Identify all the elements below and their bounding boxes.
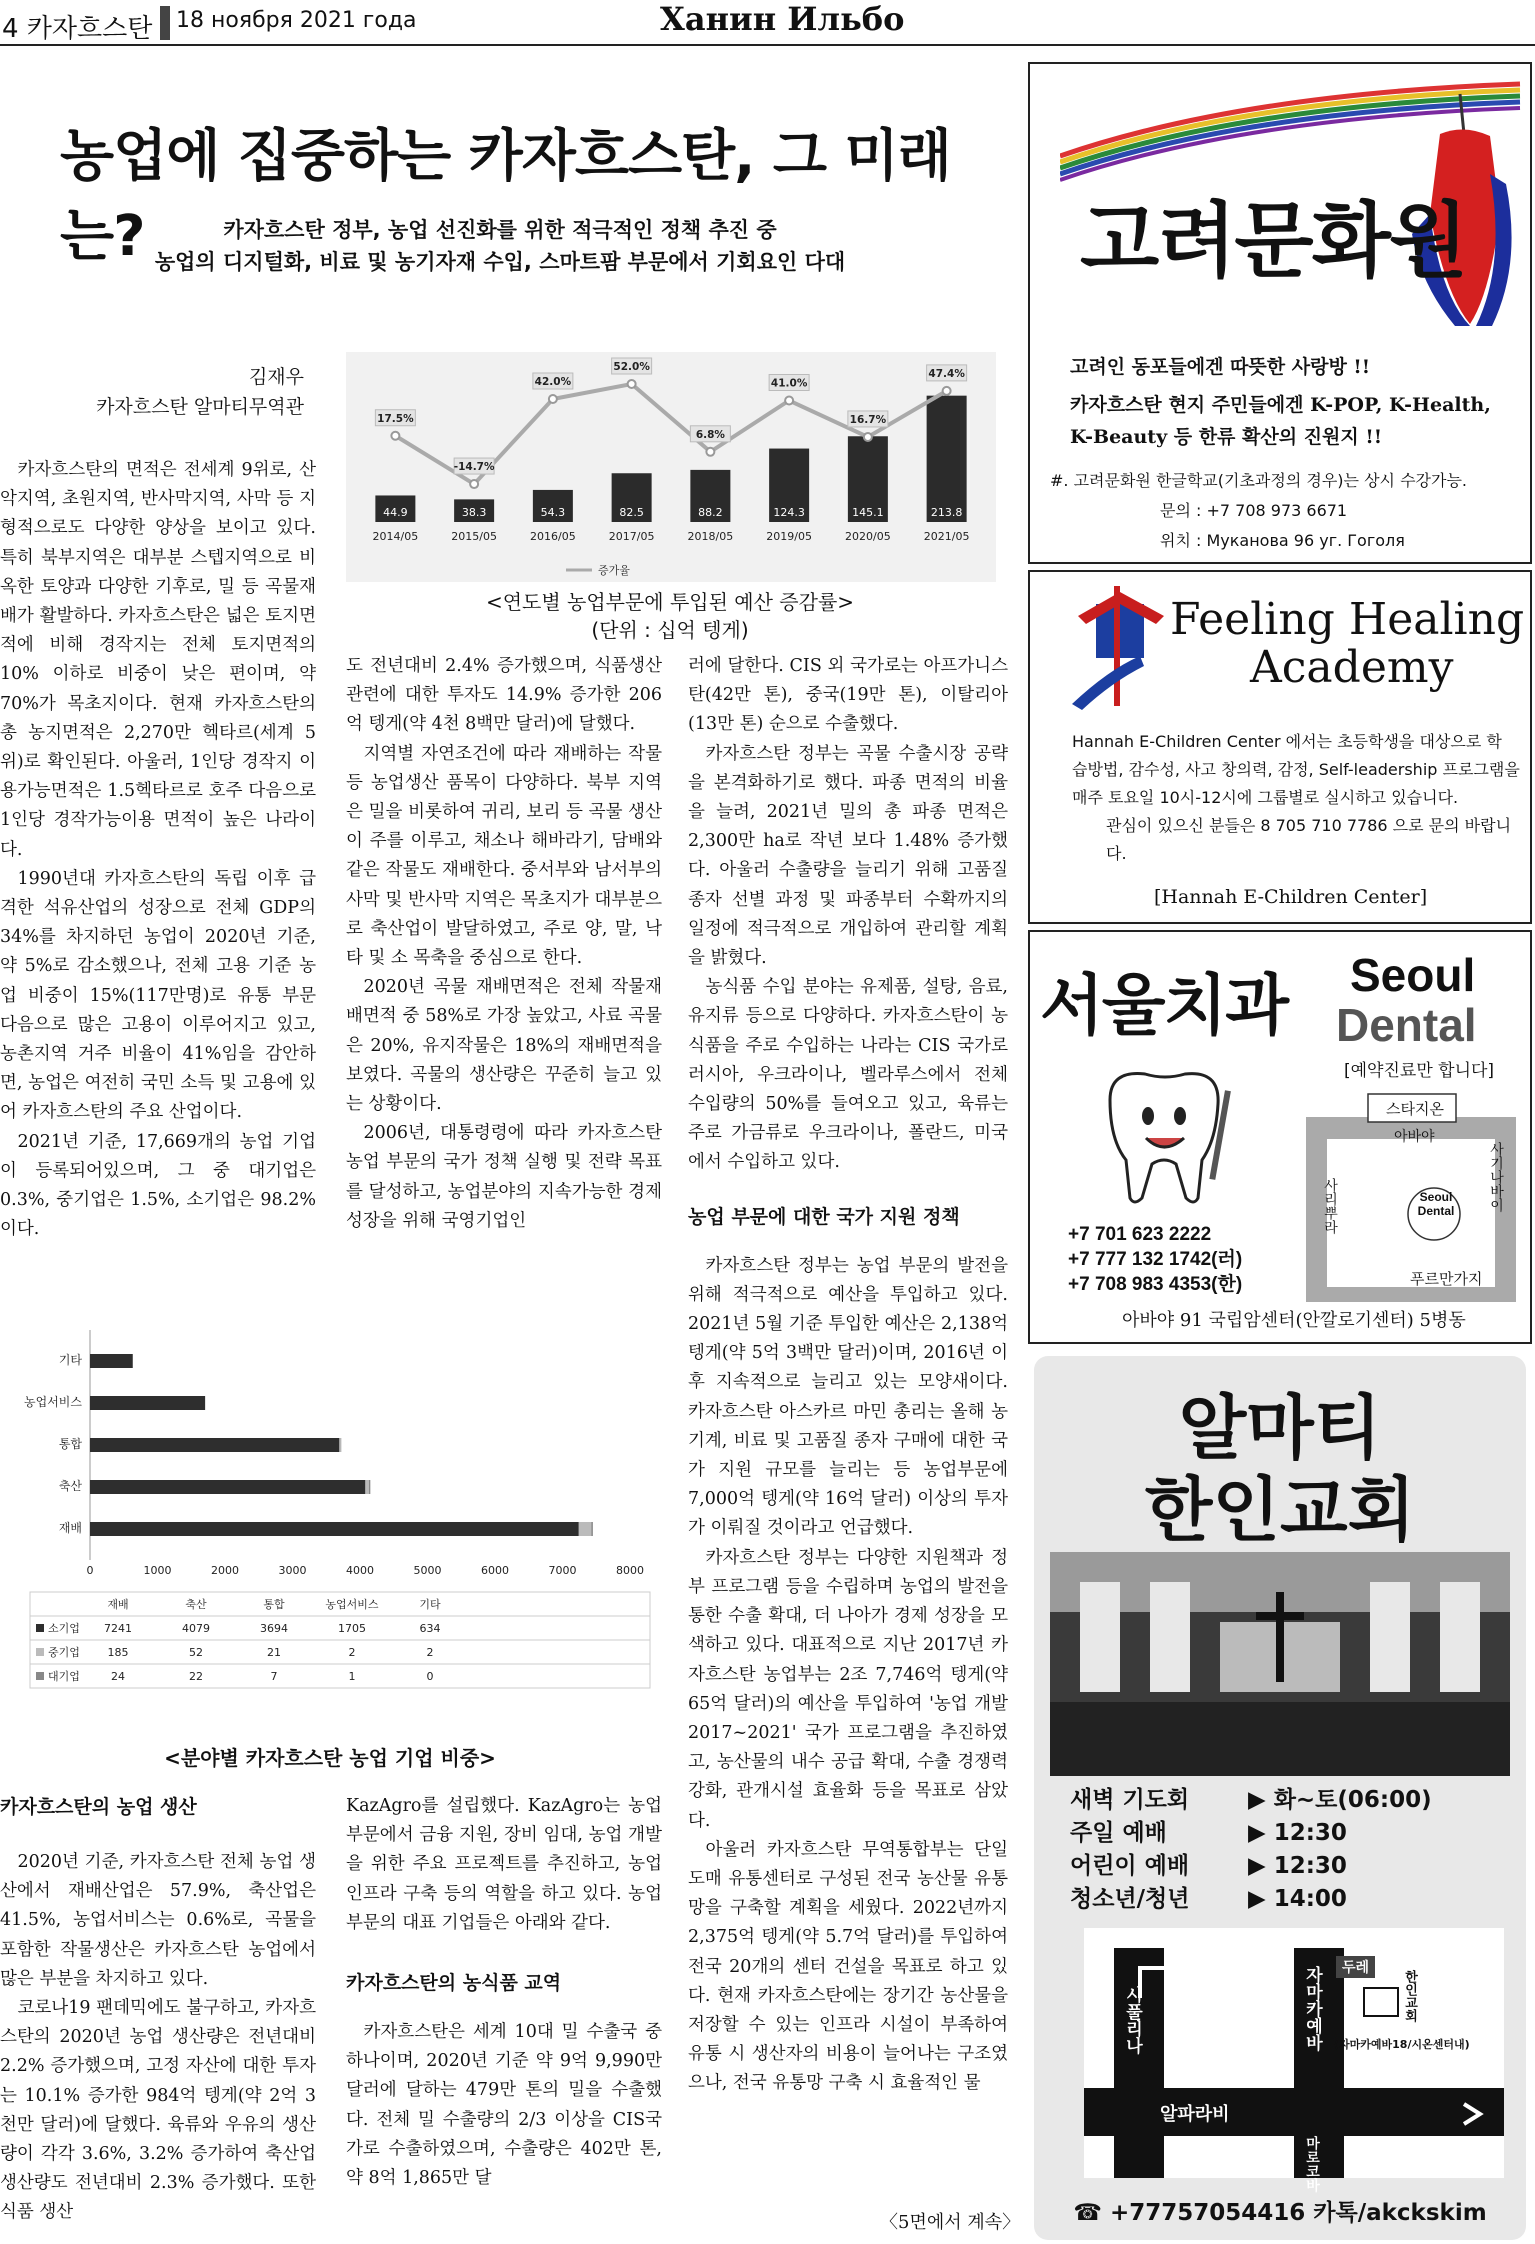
table-header: 통합 (263, 1598, 285, 1611)
x-tick-label: 1000 (143, 1564, 172, 1577)
service-time: ▶ 화~토(06:00) (1248, 1787, 1432, 1813)
ad-body-line: Hannah E-Children Center 에서는 초등학생을 대상으로 학 (1072, 732, 1502, 751)
bar-value-label: 82.5 (619, 506, 644, 519)
ad-feeling-healing (1028, 570, 1532, 924)
ad-location: 위치 : Муканова 96 уг. Гоголя (1160, 531, 1405, 550)
table-header: 기타 (419, 1598, 441, 1611)
bar-value-label: 213.8 (930, 506, 963, 519)
map-logo (1414, 1190, 1458, 1218)
growth-point (785, 397, 793, 405)
table-cell: 21 (267, 1646, 281, 1659)
growth-label: 41.0% (770, 377, 808, 390)
paragraph: 2020년 곡물 재배면적은 전체 작물재배면적 중 58%로 가장 높았고, 사료 곡물은 20%, 유지작물은 18%의 재배면적을 보였다. 곡물의 생산량은 꾸준히 늘고 있는 상황이다. (346, 977, 662, 1115)
table-cell: 24 (111, 1670, 125, 1683)
chart-unit: (단위 : 십억 텡게) (591, 618, 749, 642)
byline (60, 362, 304, 422)
ad-body-line: 매주 토요일 10시-12시에 그룹별로 실시하고 있습니다. (1072, 788, 1459, 807)
paragraph: KazAgro를 설립했다. KazAgro는 농업 부문에서 금융 지원, 장비 임대, 농업 개발을 위한 주요 프로젝트를 추진하고, 농업 인프라 구축 등의 역할을 하고 있다. 농업 부문의 대표 기업들은 아래와 같다. (346, 1796, 662, 1933)
continued-note: 〈5면에서 계속〉 (880, 2212, 1021, 2233)
header-divider (160, 6, 170, 40)
ad-title: 고려문화원 (1080, 194, 1467, 289)
map-label: 사기나바이 (1488, 1142, 1504, 1212)
table-cell: 1 (348, 1670, 356, 1683)
ad-footer: [Hannah E-Children Center] (1154, 886, 1428, 908)
ad-body (1072, 728, 1530, 868)
church-photo (1050, 1552, 1510, 1776)
map-church: 한인교회 (1402, 1970, 1417, 2022)
ad-body-line: 습방법, 감수성, 사고 창의력, 감정, Self-leadership 프로그램을 (1072, 760, 1520, 779)
page-number: 4 카자흐스탄 (2, 14, 153, 44)
table-cell: 52 (189, 1646, 203, 1659)
schedule-names (1070, 1784, 1190, 1916)
paragraph: 도 전년대비 2.4% 증가했으며, 식품생산 관련에 대한 투자도 14.9% 증가한 206억 텡게(약 4천 8백만 달러)에 달했다. (346, 656, 662, 735)
budget-chart-caption (340, 588, 1000, 644)
table-header: 재배 (107, 1598, 129, 1611)
table-cell: 3694 (260, 1622, 288, 1635)
category-label: 축산 (58, 1479, 82, 1493)
phone-number: +7 701 623 2222 (1068, 1224, 1212, 1245)
bar-value-label: 145.1 (852, 506, 884, 519)
series-label: 소기업 (48, 1622, 80, 1635)
legend-label: 증가율 (598, 564, 630, 577)
chart-bar (90, 1438, 339, 1452)
academy-logo-icon (1068, 586, 1178, 716)
chart-bar (90, 1522, 579, 1536)
growth-label: 6.8% (695, 428, 725, 441)
paragraph: 1990년대 카자흐스탄의 독립 이후 급격한 석유산업의 성장으로 전체 GDP의 34%를 차지하던 농업이 2020년 기준, 약 5%로 감소했으나, 전체 고용 기준 농업 비중이 15%(117만명)로 유통 부문 다음으로 많은 고용이 이루어지고 있고, 농촌지역 거주 비율이 41%임을 감안하면, 농업은 여전히 국민 소득 및 고용에 있어 카자흐스탄의 주요 산업이다. (0, 868, 316, 1123)
enterprise-chart-caption: <분야별 카자흐스탄 농업 기업 비중> (164, 1746, 496, 1770)
category-label: 통합 (58, 1437, 82, 1451)
chart-bar (591, 1522, 593, 1536)
chart-bar (90, 1396, 205, 1410)
bar-value-label: 54.3 (540, 506, 566, 519)
chart-bar (90, 1480, 365, 1494)
phone-number: +7 777 132 1742(러) (1068, 1249, 1243, 1270)
growth-point (628, 380, 636, 388)
section-heading: 카자흐스탄의 농업 생산 (0, 1796, 197, 1818)
ad-title-en: Seoul (1350, 949, 1476, 1001)
chart-bar (579, 1522, 591, 1536)
chart-title: <연도별 농업부문에 투입된 예산 증감률> (485, 590, 855, 614)
x-tick-label: 2018/05 (687, 530, 734, 543)
article-subtitle-2: 농업의 디지털화, 비료 및 농기자재 수입, 스마트팜 부문에서 기회요인 다대 (154, 250, 846, 274)
x-tick-label: 5000 (413, 1564, 442, 1577)
article-column-2 (346, 652, 662, 1292)
chart-bar (927, 396, 967, 522)
section-heading: 농업 부문에 대한 국가 지원 정책 (688, 1205, 960, 1228)
ad-line: K-Beauty 등 한류 확산의 진원지 !! (1070, 426, 1383, 448)
ad-body-line: 관심이 있으신 분들은 8 705 710 7786 으로 문의 바랍니다. (1106, 816, 1512, 863)
x-tick-label: 2016/05 (530, 530, 576, 543)
ad-korean-culture-center (1028, 62, 1532, 564)
service-name: 새벽 기도회 (1070, 1787, 1190, 1813)
ad-title: Academy (1250, 642, 1454, 693)
map-street: 시풀리나 (1122, 1986, 1142, 2054)
issue-date: 18 ноября 2021 года (176, 8, 417, 33)
map-label: 두레 (1336, 1956, 1375, 1978)
ad-reservation: [예약진료만 합니다] (1344, 1061, 1495, 1081)
ad-title: Feeling Healing (1170, 594, 1525, 645)
paragraph: 카자흐스탄 정부는 다양한 지원책과 정부 프로그램 등을 수립하며 농업의 발전을 통한 수출 확대, 더 나아가 경제 성장을 모색하고 있다. 대표적으로 지난 2017년 카자흐스탄 농업부는 2조 7,746억 텡게(약 65억 달러)의 예산을 투입하여 '농업 개발 2017~2021' 국가 프로그램을 추진하였고, 농산물의 내수 공급 확대, 수출 경쟁력 강화, 관개시설 효율화 등을 목표로 삼았다. (688, 1547, 1008, 1831)
growth-point (391, 432, 399, 440)
ad-title: 한인교회 (1144, 1469, 1416, 1551)
newspaper-name: Ханин Ильбо (660, 0, 905, 38)
ad-contact: 문의 : +7 708 973 6671 (1160, 501, 1348, 520)
budget-chart (346, 352, 996, 582)
ad-phones (1068, 1222, 1242, 1297)
growth-point (943, 387, 951, 395)
map-label: 스타지온 (1386, 1100, 1444, 1118)
header-rule (0, 44, 1535, 46)
x-tick-label: 6000 (481, 1564, 509, 1577)
x-tick-label: 7000 (548, 1564, 577, 1577)
map-address: (자마카예바18/시온센터내) (1334, 2038, 1470, 2051)
ad-address: 아바야 91 국립암센터(안깔로기센터) 5병동 (1122, 1310, 1466, 1331)
ad-line: 고려인 동포들에겐 따뜻한 사랑방 !! (1070, 356, 1371, 378)
ad-line: 카자흐스탄 현지 주민들에겐 K-POP, K-Health, (1070, 394, 1491, 416)
paragraph: 농식품 수입 분야는 유제품, 설탕, 음료, 유지류 등으로 다양하다. 카자흐스탄이 농식품을 주로 수입하는 나라는 CIS 국가로 러시아, 우크라이나, 벨라루스에서 전체 수입량의 50%를 들여오고 있고, 육류는 주로 가금류로 우크라이나, 폴란드, 미국에서 수입하고 있다. (688, 977, 1008, 1173)
service-name: 청소년/청년 (1070, 1886, 1190, 1912)
paragraph: 코로나19 팬데믹에도 불구하고, 카자흐스탄의 2020년 농업 생산량은 전년대비 2.2% 증가했으며, 고정 자산에 대한 투자는 10.1% 증가한 984억 텡게(약 2억 3천만 달러)에 달했다. 육류와 우유의 생산량이 각각 3.6%, 3.2% 증가하여 축산업 생산량도 전년대비 2.3% 증가했다. 또한 식품 생산 (0, 1998, 316, 2223)
growth-point (549, 395, 557, 403)
ad-almaty-church (1034, 1356, 1526, 2240)
enterprise-chart (0, 1330, 660, 1710)
map-label: 아바야 (1394, 1129, 1435, 1145)
ad-seoul-dental (1028, 930, 1532, 1344)
service-time: ▶ 12:30 (1248, 1820, 1347, 1846)
x-tick-label: 8000 (616, 1564, 644, 1577)
x-tick-label: 2000 (211, 1564, 239, 1577)
author-name: 김재우 (248, 366, 304, 388)
table-cell: 22 (189, 1670, 203, 1683)
x-tick-label: 2021/05 (923, 530, 970, 543)
growth-label: 52.0% (613, 361, 650, 373)
legend-swatch (36, 1624, 44, 1632)
x-tick-label: 4000 (346, 1564, 374, 1577)
growth-point (864, 433, 872, 441)
chart-bar (90, 1354, 133, 1368)
table-cell: 634 (419, 1622, 441, 1635)
ad-title-en: Dental (1336, 999, 1477, 1051)
author-affiliation: 카자흐스탄 알마티무역관 (96, 396, 304, 418)
growth-point (706, 448, 714, 456)
paragraph: 2021년 기준, 17,669개의 농업 기업이 등록되어있으며, 그 중 대기업은 0.3%, 중기업은 1.5%, 소기업은 98.2%이다. (0, 1131, 316, 1240)
x-tick-label: 0 (86, 1564, 94, 1577)
paragraph: 카자흐스탄 정부는 농업 부문의 발전을 위해 적극적으로 예산을 투입하고 있다. 2021년 5월 기준 투입한 예산은 2,138억 텡게(약 5억 3백만 달러)이며, 2016년 이후 지속적으로 늘리고 있는 모양새이다. 카자흐스탄 아스카르 마민 총리는 올해 농기계, 비료 및 고품질 종자 구매에 대한 국가 지원 규모를 늘리는 등 농업부문에 7,000억 텡게(약 16억 달러) 이상의 투자가 이뤄질 것이라고 언급했다. (688, 1255, 1008, 1539)
series-label: 중기업 (48, 1646, 80, 1659)
phone-number: +7 708 983 4353(한) (1068, 1274, 1243, 1295)
legend-swatch (36, 1648, 44, 1656)
map-street: 자마카예바 (1302, 1966, 1322, 2051)
paragraph: 카자흐스탄은 세계 10대 밀 수출국 중 하나이며, 2020년 기준 약 9억 9,990만 달러에 달하는 479만 톤의 밀을 수출했다. 전체 밀 수출량의 2/3 이상을 CIS국가로 수출하였으며, 수출량은 402만 톤, 약 8억 1,865만 달 (346, 2022, 662, 2189)
table-cell: 185 (107, 1646, 129, 1659)
table-header: 농업서비스 (325, 1598, 379, 1611)
article-subtitle-1: 카자흐스탄 정부, 농업 선진화를 위한 적극적인 정책 추진 중 (223, 218, 777, 242)
paragraph: 아울러 카자흐스탄 무역통합부는 단일 도매 유통센터로 구성된 전국 농산물 유통망을 구축할 계획을 세웠다. 2022년까지 2,375억 텡게(약 5.7억 달러)를 투입하여 전국 20개의 센터 건설을 목표로 하고 있다. 현재 카자흐스탄에는 장기간 농산물을 저장할 수 있는 인프라 시설이 부족하여 유통 시 생산자의 비용이 늘어나는 구조였으나, 전국 유통망 구축 시 효율적인 물 (688, 1839, 1008, 2094)
bar-value-label: 44.9 (383, 506, 408, 519)
table-header: 축산 (185, 1598, 207, 1611)
service-name: 주일 예배 (1070, 1820, 1167, 1846)
growth-point (470, 480, 478, 488)
bar-value-label: 88.2 (698, 506, 723, 519)
growth-label: 47.4% (928, 367, 965, 380)
growth-label: -14.7% (453, 461, 495, 474)
map-logo-text: Seoul (1419, 1190, 1453, 1204)
paragraph: 카자흐스탄 정부는 곡물 수출시장 공략을 본격화하기로 했다. 파종 면적의 비율을 늘려, 2021년 밀의 총 파종 면적은 2,300만 ha로 작년 보다 1.48% 증가했다. 아울러 수출량을 늘리기 위해 고품질 종자 선별 과정 및 파종부터 수확까지의 일정에 적극적으로 개입하여 관리할 계획을 밝혔다. (688, 743, 1008, 969)
table-cell: 7241 (104, 1622, 132, 1635)
paragraph: 2006년, 대통령령에 따라 카자흐스탄 농업 부문의 국가 정책 실행 및 전략 목표를 달성하고, 농업분야의 지속가능한 경제 성장을 위해 국영기업인 (346, 1123, 662, 1231)
ad-note: #. 고려문화원 한글학교(기초과정의 경우)는 상시 수강가능. (1050, 471, 1467, 490)
bar-value-label: 124.3 (773, 506, 805, 519)
table-cell: 2 (426, 1646, 434, 1659)
x-tick-label: 3000 (278, 1564, 307, 1577)
growth-label: 42.0% (534, 376, 572, 388)
ad-title: 서울치과 (1040, 967, 1288, 1044)
map-label: 푸르만가지 (1410, 1270, 1483, 1288)
category-label: 기타 (58, 1353, 82, 1367)
growth-label: 17.5% (377, 412, 414, 425)
table-cell: 7 (270, 1670, 278, 1683)
paragraph: 러에 달한다. CIS 외 국가로는 아프가니스탄(42만 톤), 중국(19만 톤), 이탈리아(13만 톤) 순으로 수출했다. (688, 656, 1008, 735)
x-tick-label: 2014/05 (372, 530, 419, 543)
map-street: 마로코바 (1304, 2136, 1320, 2192)
x-tick-label: 2019/05 (766, 530, 812, 543)
article-bottom-column-1 (0, 1792, 316, 2238)
growth-label: 16.7% (849, 413, 887, 426)
service-time: ▶ 14:00 (1248, 1886, 1347, 1912)
paragraph: 카자흐스탄의 면적은 전세계 9위로, 산악지역, 초원지역, 반사막지역, 사막 등 지형적으로도 다양한 양상을 보이고 있다. 특히 북부지역은 대부분 스텝지역으로 비옥한 토양과 다양한 기후로, 밀 등 곡물재배가 활발하다. 카자흐스탄은 넓은 토지면적에 비해 경작지는 전체 토지면적의 10% 이하로 비중이 낮은 편이며, 약 70%가 목초지이다. 현재 카자흐스탄의 총 농지면적은 2,270만 헥타르(세계 5위)로 확인된다. 아울러, 1인당 경작지 이용가능면적은 1.5헥타르로 호주 다음으로 1인당 경작가능이용 면적이 높은 나라이다. (0, 460, 316, 860)
map-label: 사리뿌라 (1322, 1178, 1338, 1234)
paragraph: 지역별 자연조건에 따라 재배하는 작물 등 농업생산 품목이 다양하다. 북부 지역은 밀을 비롯하여 귀리, 보리 등 곡물 생산이 주를 이루고, 채소나 해바라기, 담배와 같은 작물도 재배한다. 중서부와 남서부의 사막 및 반사막 지역은 목초지가 대부분으로 축산업이 발달하였고, 주로 양, 말, 낙타 및 소 목축을 중심으로 한다. (346, 743, 662, 969)
x-tick-label: 2015/05 (451, 530, 497, 543)
legend-swatch (36, 1672, 44, 1680)
paragraph: 2020년 기준, 카자흐스탄 전체 농업 생산에서 재배산업은 57.9%, 축산업은 41.5%, 농업서비스는 0.6%로, 곡물을 포함한 작물생산은 카자흐스탄 농업에서 많은 부분을 차지하고 있다. (0, 1852, 316, 1989)
chart-bar (365, 1480, 369, 1494)
service-name: 어린이 예배 (1070, 1853, 1190, 1879)
ad-contact: ☎ +77757054416 카톡/akckskim (1073, 2200, 1487, 2226)
service-time: ▶ 12:30 (1248, 1853, 1347, 1879)
x-tick-label: 2017/05 (608, 530, 655, 543)
chart-bar (369, 1480, 370, 1494)
ad-title: 알마티 (1178, 1387, 1382, 1469)
chart-bar (339, 1438, 340, 1452)
section-heading: 카자흐스탄의 농식품 교역 (346, 1972, 562, 1995)
series-label: 대기업 (48, 1670, 80, 1683)
article-title: 농업에 집중하는 카자흐스탄, 그 미래는? (60, 124, 951, 269)
article-bottom-column-2 (346, 1792, 662, 2238)
article-column-3 (688, 652, 1008, 2212)
table-cell: 0 (426, 1670, 434, 1683)
x-tick-label: 2020/05 (845, 530, 891, 543)
map-logo-text: Dental (1417, 1204, 1455, 1218)
table-cell: 4079 (182, 1622, 210, 1635)
bar-value-label: 38.3 (461, 506, 487, 519)
table-cell: 1705 (338, 1622, 366, 1635)
table-cell: 2 (348, 1646, 356, 1659)
article-column-1 (0, 456, 316, 1302)
category-label: 재배 (58, 1521, 82, 1535)
schedule-times (1248, 1784, 1432, 1916)
tooth-icon (1090, 1060, 1240, 1210)
map-street: 알파라비 (1160, 2104, 1230, 2125)
category-label: 농업서비스 (24, 1395, 82, 1409)
church-map (1084, 1928, 1504, 2178)
